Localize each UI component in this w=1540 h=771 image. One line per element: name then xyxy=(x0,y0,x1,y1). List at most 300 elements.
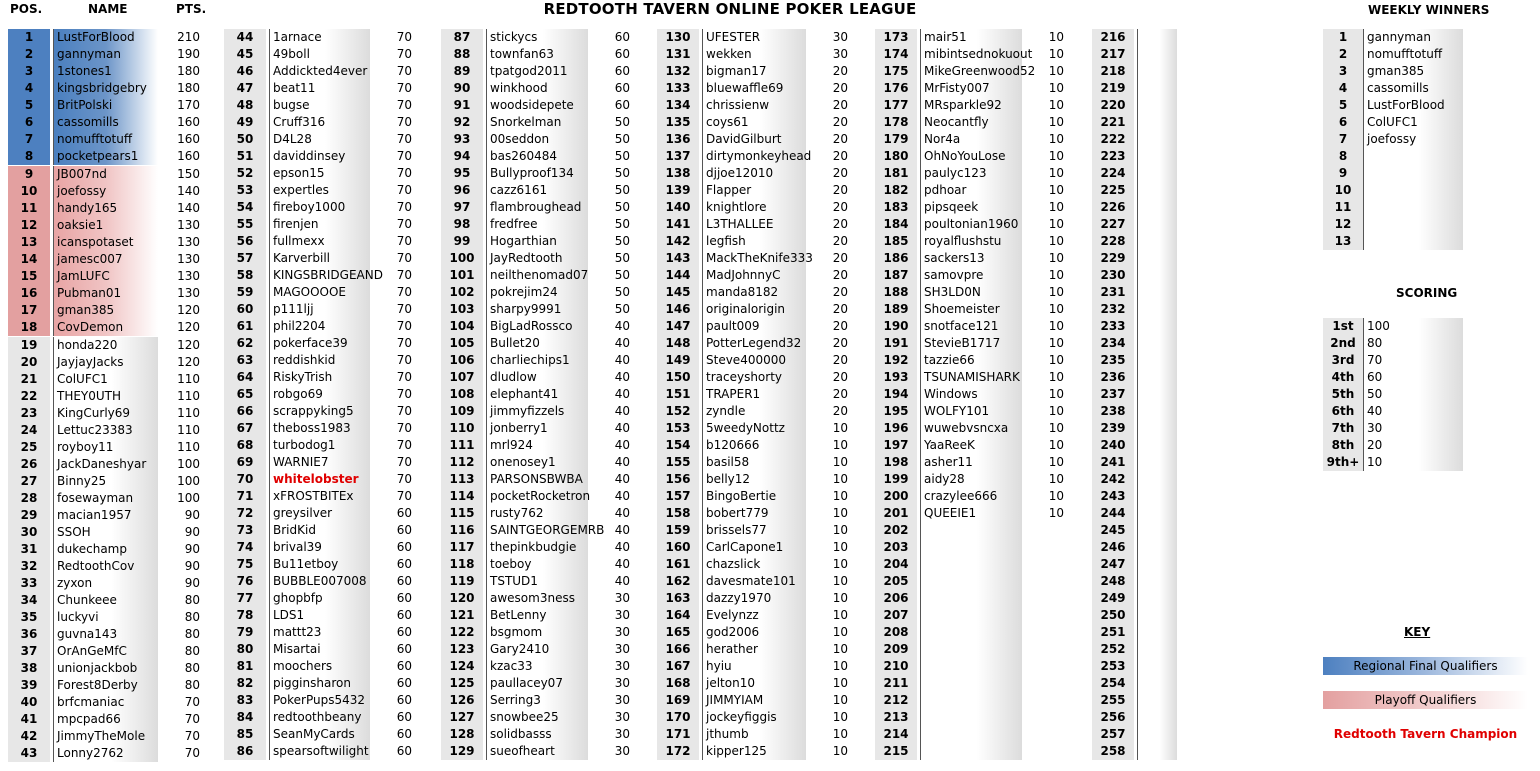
points-cell: 40 xyxy=(614,455,630,469)
player-name-cell: pocketpears1 xyxy=(53,148,158,165)
points-cell: 70 xyxy=(396,183,412,197)
points-cell: 70 xyxy=(184,746,200,760)
points-cell xyxy=(1034,607,1064,624)
points-cell: 40 xyxy=(614,540,630,554)
position-cell: 212 xyxy=(875,692,917,709)
points-cell: 30 xyxy=(832,30,848,44)
player-name-cell xyxy=(920,743,1022,760)
player-name-cell: Flapper xyxy=(702,182,806,199)
player-name-cell: solidbasss xyxy=(486,726,588,743)
position-cell: 156 xyxy=(657,471,699,488)
points-cell: 40 xyxy=(614,336,630,350)
player-name-cell: bsgmom xyxy=(486,624,588,641)
player-name-cell: paullacey07 xyxy=(486,675,588,692)
points-cell xyxy=(1034,539,1064,556)
position-cell: 110 xyxy=(441,420,483,437)
points-cell: 10 xyxy=(1048,319,1064,333)
position-cell: 132 xyxy=(657,63,699,80)
player-name-cell: royboy11 xyxy=(53,439,158,456)
weekly-winner-name: joefossy xyxy=(1363,131,1463,148)
position-cell: 31 xyxy=(8,541,50,558)
points-cell: 90 xyxy=(184,508,200,522)
points-cell: 10 xyxy=(1048,81,1064,95)
points-cell: 10 xyxy=(1048,455,1064,469)
points-cell: 70 xyxy=(396,166,412,180)
position-cell: 50 xyxy=(224,131,266,148)
position-cell: 183 xyxy=(875,199,917,216)
points-awarded: 20 xyxy=(1363,437,1463,454)
player-name-cell: Bullyproof134 xyxy=(486,165,588,182)
points-cell: 70 xyxy=(396,200,412,214)
points-awarded: 100 xyxy=(1363,318,1463,335)
weekly-winner-name: LustForBlood xyxy=(1363,97,1463,114)
position-cell: 198 xyxy=(875,454,917,471)
position-cell: 225 xyxy=(1092,182,1134,199)
player-name-cell: djjoe12010 xyxy=(702,165,806,182)
points-cell: 40 xyxy=(614,557,630,571)
points-cell: 20 xyxy=(832,166,848,180)
position-cell: 119 xyxy=(441,573,483,590)
points-cell: 190 xyxy=(177,47,200,61)
points-cell: 60 xyxy=(396,642,412,656)
player-name-cell: JB007nd xyxy=(53,166,158,183)
position-cell: 74 xyxy=(224,539,266,556)
player-name-cell xyxy=(1137,743,1177,760)
position-cell: 145 xyxy=(657,284,699,301)
player-name-cell xyxy=(1137,199,1177,216)
points-cell: 70 xyxy=(396,319,412,333)
position-cell: 26 xyxy=(8,456,50,473)
player-name-cell: CovDemon xyxy=(53,319,158,336)
points-cell: 60 xyxy=(396,710,412,724)
player-name-cell: UFESTER xyxy=(702,29,806,46)
position-cell: 257 xyxy=(1092,726,1134,743)
points-cell: 60 xyxy=(614,30,630,44)
position-cell: 44 xyxy=(224,29,266,46)
week-number: 3 xyxy=(1323,63,1363,80)
position-cell: 37 xyxy=(8,643,50,660)
points-cell: 10 xyxy=(832,489,848,503)
position-cell: 19 xyxy=(8,337,50,354)
key-champion: Redtooth Tavern Champion xyxy=(1333,727,1518,741)
position-cell: 168 xyxy=(657,675,699,692)
player-name-cell: unionjackbob xyxy=(53,660,158,677)
player-name-cell: bas260484 xyxy=(486,148,588,165)
points-cell: 60 xyxy=(396,693,412,707)
points-cell: 80 xyxy=(184,627,200,641)
position-cell: 164 xyxy=(657,607,699,624)
player-name-cell xyxy=(1137,539,1177,556)
player-name-cell: jonberry1 xyxy=(486,420,588,437)
player-name-cell: firenjen xyxy=(269,216,370,233)
position-cell: 38 xyxy=(8,660,50,677)
position-cell: 202 xyxy=(875,522,917,539)
position-cell: 51 xyxy=(224,148,266,165)
position-cell: 211 xyxy=(875,675,917,692)
player-name-cell xyxy=(1137,420,1177,437)
player-name-cell: gannyman xyxy=(53,46,158,63)
player-name-cell: 49boll xyxy=(269,46,370,63)
position-cell: 113 xyxy=(441,471,483,488)
finish-position: 4th xyxy=(1323,369,1363,386)
points-cell: 70 xyxy=(396,47,412,61)
position-cell: 229 xyxy=(1092,250,1134,267)
player-name-cell: brfcmaniac xyxy=(53,694,158,711)
position-cell: 67 xyxy=(224,420,266,437)
position-cell: 233 xyxy=(1092,318,1134,335)
player-name-cell: WOLFY101 xyxy=(920,403,1022,420)
player-name-cell xyxy=(920,522,1022,539)
points-cell xyxy=(1034,658,1064,675)
points-cell: 110 xyxy=(177,423,200,437)
position-cell: 35 xyxy=(8,609,50,626)
position-cell: 177 xyxy=(875,97,917,114)
player-name-cell: handy165 xyxy=(53,200,158,217)
points-cell: 10 xyxy=(832,421,848,435)
points-cell: 50 xyxy=(614,166,630,180)
weekly-winner-name xyxy=(1363,148,1463,165)
position-cell: 243 xyxy=(1092,488,1134,505)
points-cell: 10 xyxy=(1048,404,1064,418)
points-cell: 10 xyxy=(1048,472,1064,486)
position-cell: 194 xyxy=(875,386,917,403)
player-name-cell: hyiu xyxy=(702,658,806,675)
points-cell: 70 xyxy=(396,455,412,469)
player-name-cell: expertles xyxy=(269,182,370,199)
position-cell: 173 xyxy=(875,29,917,46)
points-cell: 20 xyxy=(832,336,848,350)
points-cell: 20 xyxy=(832,200,848,214)
points-cell: 10 xyxy=(1048,166,1064,180)
weekly-winner-name xyxy=(1363,165,1463,182)
points-cell: 10 xyxy=(832,744,848,758)
player-name-cell: neilthenomad07 xyxy=(486,267,588,284)
position-cell: 101 xyxy=(441,267,483,284)
position-cell: 22 xyxy=(8,388,50,405)
position-cell: 56 xyxy=(224,233,266,250)
position-cell: 70 xyxy=(224,471,266,488)
position-cell: 208 xyxy=(875,624,917,641)
player-name-cell: Lettuc23383 xyxy=(53,422,158,439)
player-name-cell xyxy=(1137,97,1177,114)
player-name-cell: basil58 xyxy=(702,454,806,471)
points-cell: 130 xyxy=(177,235,200,249)
position-cell: 80 xyxy=(224,641,266,658)
points-cell: 40 xyxy=(614,506,630,520)
player-name-cell: StevieB1717 xyxy=(920,335,1022,352)
player-name-cell: TRAPER1 xyxy=(702,386,806,403)
weekly-winner-name: ColUFC1 xyxy=(1363,114,1463,131)
position-cell: 108 xyxy=(441,386,483,403)
player-name-cell: tpatgod2011 xyxy=(486,63,588,80)
week-number: 4 xyxy=(1323,80,1363,97)
points-cell: 70 xyxy=(396,370,412,384)
position-cell: 154 xyxy=(657,437,699,454)
points-cell: 10 xyxy=(1048,353,1064,367)
points-cell: 30 xyxy=(614,744,630,758)
points-cell: 40 xyxy=(614,319,630,333)
player-name-cell: fosewayman xyxy=(53,490,158,507)
points-cell: 10 xyxy=(832,438,848,452)
points-cell: 10 xyxy=(1048,47,1064,61)
player-name-cell: onenosey1 xyxy=(486,454,588,471)
points-cell: 20 xyxy=(832,149,848,163)
player-name-cell: Chunkeee xyxy=(53,592,158,609)
player-name-cell: kipper125 xyxy=(702,743,806,760)
player-name-cell: reddishkid xyxy=(269,352,370,369)
player-name-cell: mattt23 xyxy=(269,624,370,641)
player-name-cell: sueofheart xyxy=(486,743,588,760)
position-cell: 115 xyxy=(441,505,483,522)
position-cell: 204 xyxy=(875,556,917,573)
player-name-cell: awesom3ness xyxy=(486,590,588,607)
position-cell: 223 xyxy=(1092,148,1134,165)
points-cell: 20 xyxy=(832,302,848,316)
player-name-cell: CarlCapone1 xyxy=(702,539,806,556)
points-cell: 10 xyxy=(1048,285,1064,299)
position-cell: 178 xyxy=(875,114,917,131)
position-cell: 193 xyxy=(875,369,917,386)
player-name-cell: cazz6161 xyxy=(486,182,588,199)
position-cell: 128 xyxy=(441,726,483,743)
player-name-cell: D4L28 xyxy=(269,131,370,148)
points-cell: 60 xyxy=(396,523,412,537)
points-cell: 180 xyxy=(177,64,200,78)
points-cell: 20 xyxy=(832,285,848,299)
player-name-cell: cassomills xyxy=(53,114,158,131)
position-cell: 200 xyxy=(875,488,917,505)
position-cell: 196 xyxy=(875,420,917,437)
position-cell: 65 xyxy=(224,386,266,403)
player-name-cell: wekken xyxy=(702,46,806,63)
position-cell: 163 xyxy=(657,590,699,607)
points-cell: 20 xyxy=(832,319,848,333)
player-name-cell: legfish xyxy=(702,233,806,250)
points-cell: 180 xyxy=(177,81,200,95)
position-cell: 148 xyxy=(657,335,699,352)
points-cell: 50 xyxy=(614,268,630,282)
position-cell: 191 xyxy=(875,335,917,352)
position-cell: 52 xyxy=(224,165,266,182)
points-cell: 60 xyxy=(614,64,630,78)
points-cell: 210 xyxy=(177,30,200,44)
player-name-cell: Bu11etboy xyxy=(269,556,370,573)
points-cell: 10 xyxy=(1048,200,1064,214)
player-name-cell: theboss1983 xyxy=(269,420,370,437)
position-cell: 16 xyxy=(8,285,50,302)
position-cell: 28 xyxy=(8,490,50,507)
points-cell: 60 xyxy=(396,625,412,639)
position-cell: 182 xyxy=(875,182,917,199)
player-name-cell: bobert779 xyxy=(702,505,806,522)
points-cell: 110 xyxy=(177,389,200,403)
player-name-cell: elephant41 xyxy=(486,386,588,403)
points-awarded: 70 xyxy=(1363,352,1463,369)
player-name-cell xyxy=(920,675,1022,692)
position-cell: 153 xyxy=(657,420,699,437)
position-cell: 54 xyxy=(224,199,266,216)
points-cell: 60 xyxy=(396,591,412,605)
player-name-cell: zyndle xyxy=(702,403,806,420)
player-name-cell: p111ljj xyxy=(269,301,370,318)
position-cell: 20 xyxy=(8,354,50,371)
player-name-cell: fullmexx xyxy=(269,233,370,250)
position-cell: 40 xyxy=(8,694,50,711)
player-name-cell: paulyc123 xyxy=(920,165,1022,182)
points-cell: 10 xyxy=(832,574,848,588)
points-cell: 10 xyxy=(832,608,848,622)
player-name-cell: icanspotaset xyxy=(53,234,158,251)
position-cell: 172 xyxy=(657,743,699,760)
player-name-cell: gman385 xyxy=(53,302,158,319)
player-name-cell: robgo69 xyxy=(269,386,370,403)
points-cell: 10 xyxy=(1048,302,1064,316)
player-name-cell: JamLUFC xyxy=(53,268,158,285)
position-cell: 59 xyxy=(224,284,266,301)
player-name-cell: SAINTGEORGEMRB xyxy=(486,522,588,539)
points-cell: 50 xyxy=(614,234,630,248)
player-name-cell: MackTheKnife333 xyxy=(702,250,806,267)
player-name-cell: ColUFC1 xyxy=(53,371,158,388)
player-name-cell xyxy=(1137,709,1177,726)
player-name-cell: sackers13 xyxy=(920,250,1022,267)
position-cell: 104 xyxy=(441,318,483,335)
points-cell: 160 xyxy=(177,115,200,129)
player-name-cell xyxy=(1137,301,1177,318)
position-cell: 181 xyxy=(875,165,917,182)
finish-position: 9th+ xyxy=(1323,454,1363,471)
points-cell: 20 xyxy=(832,353,848,367)
points-cell: 20 xyxy=(832,370,848,384)
player-name-cell: samovpre xyxy=(920,267,1022,284)
player-name-cell xyxy=(1137,590,1177,607)
position-cell: 82 xyxy=(224,675,266,692)
points-cell: 90 xyxy=(184,525,200,539)
player-name-cell: pdhoar xyxy=(920,182,1022,199)
player-name-cell xyxy=(920,539,1022,556)
week-number: 7 xyxy=(1323,131,1363,148)
player-name-cell xyxy=(1137,267,1177,284)
points-cell: 70 xyxy=(396,149,412,163)
position-cell: 76 xyxy=(224,573,266,590)
position-cell: 242 xyxy=(1092,471,1134,488)
player-name-cell: BetLenny xyxy=(486,607,588,624)
player-name-cell: rusty762 xyxy=(486,505,588,522)
position-cell: 30 xyxy=(8,524,50,541)
position-cell: 137 xyxy=(657,148,699,165)
player-name-cell: luckyvi xyxy=(53,609,158,626)
player-name-cell: sharpy9991 xyxy=(486,301,588,318)
points-cell: 70 xyxy=(396,234,412,248)
player-name-cell: Shoemeister xyxy=(920,301,1022,318)
points-cell: 80 xyxy=(184,644,200,658)
position-cell: 12 xyxy=(8,217,50,234)
points-cell: 10 xyxy=(832,676,848,690)
points-cell: 10 xyxy=(832,693,848,707)
player-name-cell: ghopbfp xyxy=(269,590,370,607)
position-cell: 240 xyxy=(1092,437,1134,454)
position-cell: 96 xyxy=(441,182,483,199)
player-name-cell xyxy=(1137,556,1177,573)
points-cell: 70 xyxy=(396,251,412,265)
player-name-cell: mibintsednokuout xyxy=(920,46,1022,63)
player-name-cell: woodsidepete xyxy=(486,97,588,114)
player-name-cell xyxy=(1137,403,1177,420)
player-name-cell: MadJohnnyC xyxy=(702,267,806,284)
player-name-cell xyxy=(920,658,1022,675)
position-cell: 134 xyxy=(657,97,699,114)
week-number: 2 xyxy=(1323,46,1363,63)
points-cell: 20 xyxy=(832,387,848,401)
position-cell: 147 xyxy=(657,318,699,335)
player-name-cell xyxy=(1137,131,1177,148)
position-cell: 131 xyxy=(657,46,699,63)
points-cell: 90 xyxy=(184,576,200,590)
points-cell: 10 xyxy=(832,506,848,520)
player-name-cell: JayjayJacks xyxy=(53,354,158,371)
points-cell: 10 xyxy=(832,710,848,724)
position-cell: 205 xyxy=(875,573,917,590)
week-number: 13 xyxy=(1323,233,1363,250)
position-cell: 254 xyxy=(1092,675,1134,692)
player-name-cell: PotterLegend32 xyxy=(702,335,806,352)
position-cell: 58 xyxy=(224,267,266,284)
pos-header: POS. xyxy=(10,2,43,16)
points-cell: 70 xyxy=(396,81,412,95)
points-cell: 20 xyxy=(832,64,848,78)
points-cell: 30 xyxy=(614,642,630,656)
points-cell: 50 xyxy=(614,149,630,163)
position-cell: 69 xyxy=(224,454,266,471)
points-cell: 60 xyxy=(396,676,412,690)
points-cell: 20 xyxy=(832,268,848,282)
position-cell: 190 xyxy=(875,318,917,335)
position-cell: 111 xyxy=(441,437,483,454)
points-cell: 30 xyxy=(614,591,630,605)
position-cell: 88 xyxy=(441,46,483,63)
player-name-cell: DavidGilburt xyxy=(702,131,806,148)
points-cell: 120 xyxy=(177,320,200,334)
points-cell: 10 xyxy=(1048,370,1064,384)
position-cell: 192 xyxy=(875,352,917,369)
position-cell: 152 xyxy=(657,403,699,420)
position-cell: 100 xyxy=(441,250,483,267)
player-name-cell: SSOH xyxy=(53,524,158,541)
points-cell: 30 xyxy=(614,710,630,724)
position-cell: 47 xyxy=(224,80,266,97)
week-number: 5 xyxy=(1323,97,1363,114)
position-cell: 4 xyxy=(8,80,50,97)
points-cell: 10 xyxy=(832,455,848,469)
position-cell: 241 xyxy=(1092,454,1134,471)
position-cell: 1 xyxy=(8,29,50,46)
position-cell: 78 xyxy=(224,607,266,624)
position-cell: 129 xyxy=(441,743,483,760)
position-cell: 149 xyxy=(657,352,699,369)
points-cell: 130 xyxy=(177,218,200,232)
position-cell: 251 xyxy=(1092,624,1134,641)
player-name-cell: Snorkelman xyxy=(486,114,588,131)
player-name-cell: Evelynzz xyxy=(702,607,806,624)
position-cell: 43 xyxy=(8,745,50,762)
player-name-cell: Forest8Derby xyxy=(53,677,158,694)
player-name-cell: honda220 xyxy=(53,337,158,354)
player-name-cell xyxy=(1137,488,1177,505)
player-name-cell: QUEEIE1 xyxy=(920,505,1022,522)
points-cell: 150 xyxy=(177,167,200,181)
points-cell: 30 xyxy=(614,693,630,707)
player-name-cell: 1stones1 xyxy=(53,63,158,80)
